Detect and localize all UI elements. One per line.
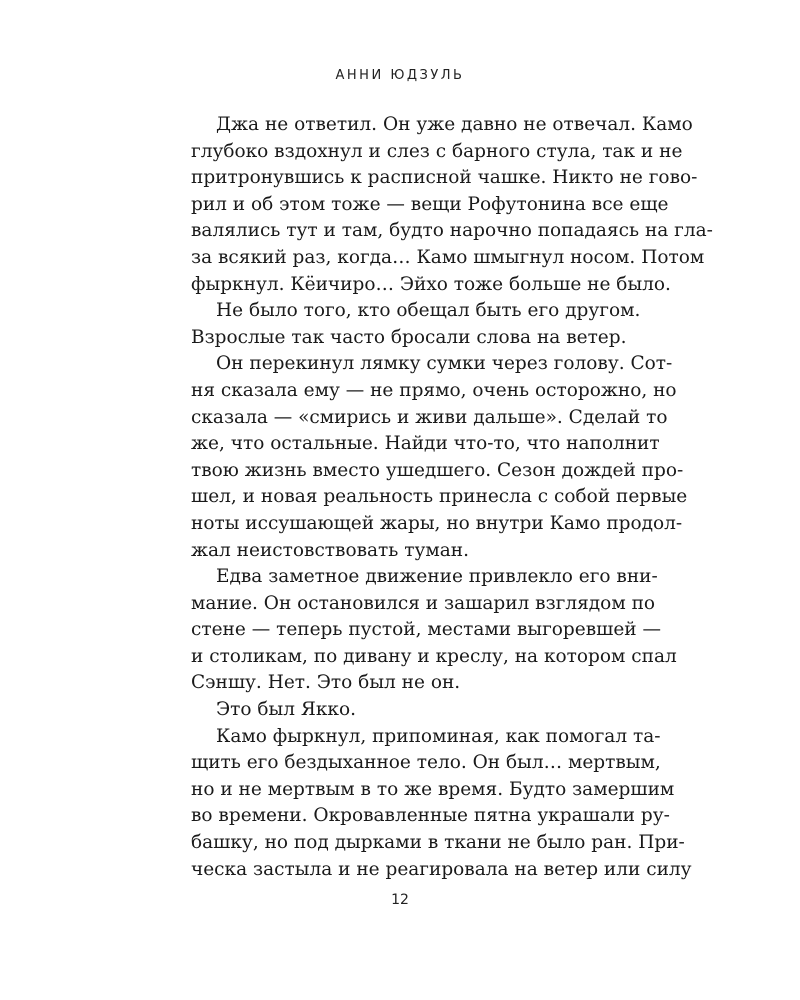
paragraph-line: жал неистовствовать туман. <box>191 539 469 561</box>
paragraph-line: валялись тут и там, будто нарочно попадаясь на гла- <box>191 220 713 242</box>
paragraph-line: ня сказала ему — не прямо, очень осторожно, но <box>191 379 677 401</box>
paragraph-line: шел, и новая реальность принесла с собой первые <box>191 486 688 508</box>
body-text <box>191 112 713 883</box>
paragraph-line: Камо фыркнул, припоминая, как помогал та- <box>216 725 661 747</box>
paragraph-line: же, что остальные. Найди что-то, что наполнит <box>191 433 660 455</box>
paragraph-line: щить его бездыханное тело. Он был… мертвым, <box>191 752 661 774</box>
paragraph-line: Сэншу. Нет. Это был не он. <box>191 672 461 694</box>
paragraph-line: Это был Якко. <box>216 699 356 721</box>
paragraph-line: Он перекинул лямку сумки через голову. Сот- <box>216 353 673 375</box>
paragraph-line: но и не мертвым в то же время. Будто замершим <box>191 778 675 800</box>
paragraph-line: сказала — «смирись и живи дальше». Сделай то <box>191 406 668 428</box>
paragraph-line: глубоко вздохнул и слез с барного стула, так и не <box>191 140 683 162</box>
paragraph-line: твою жизнь вместо ушедшего. Сезон дождей про- <box>191 459 684 481</box>
paragraph-line: рил и об этом тоже — вещи Рофутонина все еще <box>191 193 669 215</box>
paragraph-line: башку, но под дырками в ткани не было ран. При- <box>191 832 685 854</box>
paragraph-line: притронувшись к расписной чашке. Никто не гово- <box>191 167 698 189</box>
paragraph-line: фыркнул. Кёичиро… Эйхо тоже больше не было. <box>191 273 671 295</box>
paragraph-line: за всякий раз, когда… Камо шмыгнул носом. Потом <box>191 246 705 268</box>
paragraph-line: мание. Он остановился и зашарил взглядом по <box>191 592 656 614</box>
paragraph-line: ческа застыла и не реагировала на ветер или силу <box>191 858 692 880</box>
paragraph-line: Джа не ответил. Он уже давно не отвечал. Камо <box>216 114 693 135</box>
paragraph-line: стене — теперь пустой, местами выгоревшей — <box>191 619 661 641</box>
paragraph-line: Не было того, кто обещал быть его другом. <box>216 300 641 322</box>
paragraph-line: ноты иссушающей жары, но внутри Камо продол- <box>191 512 683 534</box>
paragraph-line: Взрослые так часто бросали слова на ветер. <box>191 326 627 348</box>
paragraph-line: во времени. Окровавленные пятна украшали ру- <box>191 805 670 827</box>
running-header-author: АННИ ЮДЗУЛЬ <box>335 68 465 83</box>
paragraph-line: и столикам, по дивану и креслу, на котором спал <box>191 645 677 667</box>
paragraph-line: Едва заметное движение привлекло его вни- <box>216 566 658 588</box>
page-number: 12 <box>391 892 409 908</box>
